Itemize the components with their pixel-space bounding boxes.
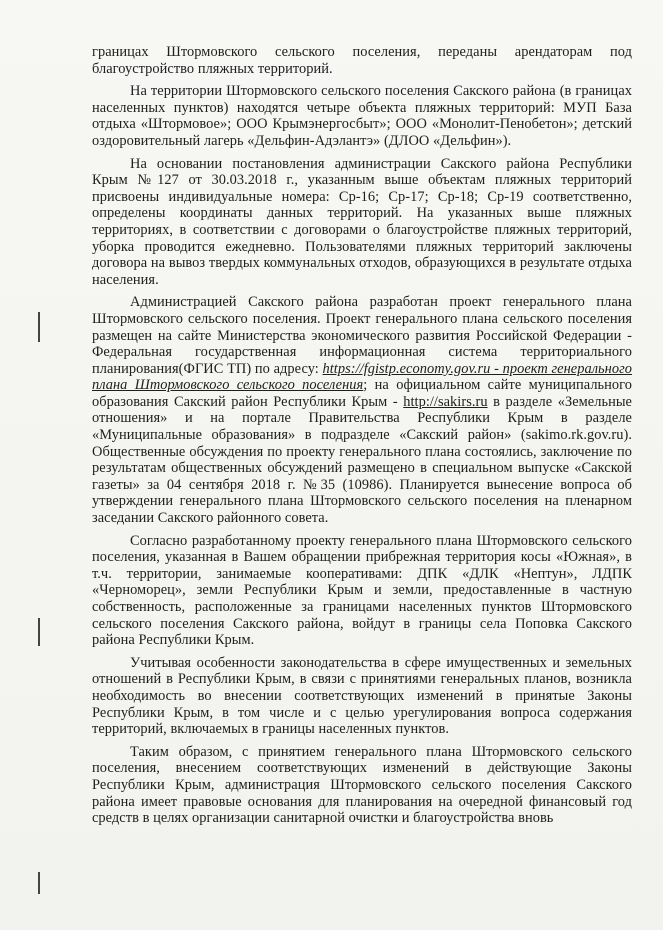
paragraph: границах Штормовского сельского поселения, переданы арендаторам под благоустройство пляжных территорий. xyxy=(92,44,632,77)
paragraph: Таким образом, с принятием генерального плана Штормовского сельского поселения, внесением соответствующих изменений в действующие Законы Республики Крым, администрация Штормовского сельского поселения Сакского района имеет правовые основания для планирования на очередной финансовый год средств в целях организации санитарной очистки и благоустройства вновь xyxy=(92,743,632,827)
paragraph: Учитывая особенности законодательства в сфере имущественных и земельных отношений в Республики Крым, в связи с принятиями генеральных планов, возникла необходимость во внесении соответствующих изменений в принятые Законы Республики Крым, в том числе и с целью урегулирования вопроса содержания территорий, включаемых в границы населенных пунктов. xyxy=(92,654,632,738)
paragraph: Согласно разработанному проекту генерального плана Штормовского сельского поселения, указанная в Вашем обращении прибрежная территория косы «Южная», в т.ч. территории, занимаемые кооперативами: ДПК «ДЛК «Нептун», ЛДПК «Черноморец», земли Республики Крым и земли, предоставленные в частную собственность, расположенные за границами населенных пунктов Штормовского сельского поселения Сакского района, войдут в границы села Поповка Сакского района Республики Крым. xyxy=(92,532,632,649)
paragraph-text: в разделе «Земельные отношения» и на портале Правительства Республики Крым в разделе «Муниципальные образования» в подразделе «Сакский район» (sakimo.rk.gov.ru). Общественные обсуждения по проекту генерального плана состоялись, заключение по результатам общественных обсуждений размещено в специальном выпуске «Сакской газеты» за 04 сентября 2018 г. №35 (10986). Планируется вынесение вопроса об утверждении генерального плана Штормовского сельского поселения на пленарном заседании Сакского районного совета. xyxy=(92,393,632,527)
scan-margin-mark xyxy=(38,618,40,646)
scan-margin-mark xyxy=(38,872,40,894)
paragraph-text: Администрацией Сакского района разработан проект генерального плана Штормовского сельского поселения. Проект генерального плана сельского поселения размещен на сайте Министерства экономического развития Российской Федерации - Федеральная государственная информационная система территориального планирования(ФГИС ТП) по адресу: xyxy=(92,294,632,377)
paragraph: На основании постановления администрации Сакского района Республики Крым №127 от 30.03.2018 г., указанным выше объектам пляжных территорий присвоены индивидуальные номера: Ср-16; Ср-17; Ср-18; Ср-19 соответственно, определены координаты данных территорий. На указанных выше пляжных территориях, в соответствии с договорами о благоустройстве пляжных территорий, уборка проводится ежедневно. Пользователями пляжных территорий заключены договора на вывоз твердых коммунальных отходов, образующихся в результате отдыха населения. xyxy=(92,155,632,288)
scan-margin-mark xyxy=(38,312,40,342)
fgistp-link[interactable]: https://fgistp.economy.gov.ru - проект генерального плана Штормовского сельского поселения xyxy=(92,360,632,394)
paragraph-text: ; на официальном сайте муниципального образования Сакский район Республики Крым - xyxy=(92,377,632,410)
paragraph: На территории Штормовского сельского поселения Сакского района (в границах населенных пунктов) находятся четыре объекта пляжных территорий: МУП База отдыха «Штормовое»; ООО Крымэнергосбыт»; ООО «Монолит-Пенобетон»; детский оздоровительный лагерь «Дельфин-Адэлантэ» (ДЛОО «Дельфин»). xyxy=(92,83,632,149)
sakirs-link[interactable]: http://sakirs.ru xyxy=(403,393,488,410)
document-body xyxy=(92,44,632,833)
paragraph xyxy=(92,294,632,526)
